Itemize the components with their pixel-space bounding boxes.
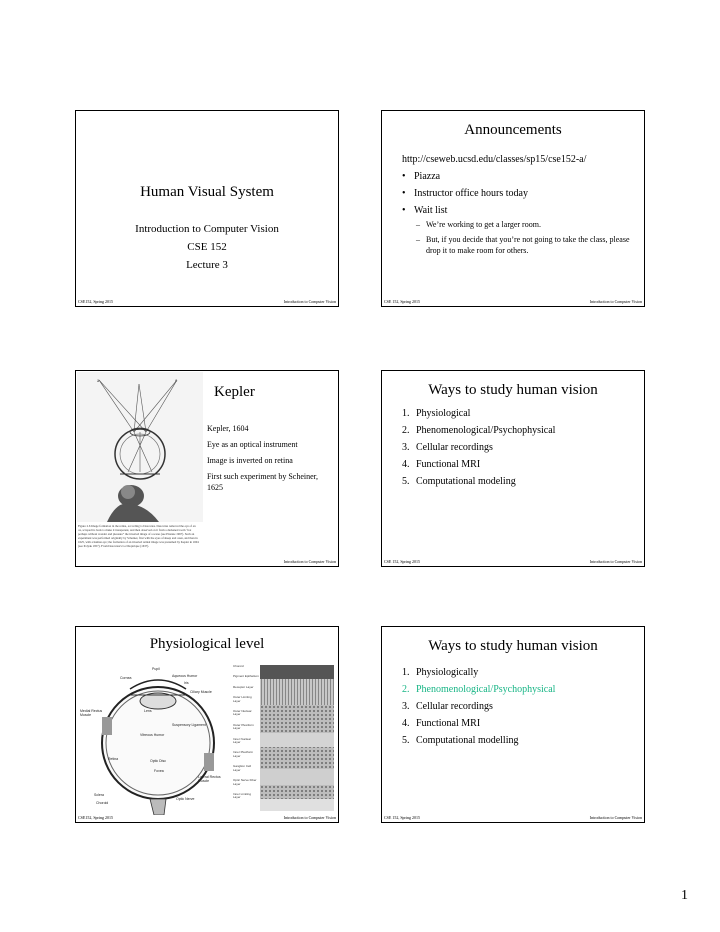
eye-anatomy-labels: [80, 665, 230, 815]
kepler-figure-caption: Figure 2.6 Image formation in the retina, according to Descartes. Descartes removed the eye of an ox, scraped its back to make it transparent, and then observed on it from a darkened room “not perhaps without wonder and pleasure” the inverted image of a scene (see Pirenne 1967). Such an experiment was performed originally by Scheiner, first with the eyes of sheep and oxen, and then in 1625, with a human eye; the formation of an inverted retinal image was presumed by Kepler in 1604 (see Polyak 1957). From Descartes's La Dioptrique (1637).: [78, 524, 199, 548]
footer-course: CSE152, Spring 2015: [78, 815, 114, 820]
slide-ways-1: [381, 370, 645, 567]
course-code: CSE 152: [187, 241, 227, 253]
eye-label: Retina: [108, 757, 119, 761]
retina-label: Outer Plexiform Layer: [233, 722, 254, 731]
eye-label: Pupil: [152, 667, 160, 671]
list-item: 2. Phenomenological/Psychophysical: [402, 425, 556, 436]
ways-title: Ways to study human vision: [428, 638, 598, 654]
eye-label: Lateral Rectus Muscle: [198, 775, 221, 783]
list-item: 5. Computational modelling: [402, 735, 519, 746]
footer-title: Introduction to Computer Vision: [283, 299, 336, 304]
eye-label: Medial Rectus Muscle: [80, 709, 103, 717]
list-item-highlighted: 2. Phenomenological/Psychophysical: [402, 684, 556, 695]
note-text: First such experiment by Scheiner, 1625: [207, 472, 318, 492]
slide-kepler: [75, 370, 339, 567]
list-item: 5. Computational modeling: [402, 476, 516, 487]
list-item: • Piazza: [402, 171, 441, 182]
note-text: Image is inverted on retina: [207, 456, 293, 465]
retina-label: Receptor Layer: [233, 684, 254, 689]
eye-label: Aqueous Humor: [172, 674, 198, 678]
slide-announcements: [381, 110, 645, 307]
list-item: • Instructor office hours today: [402, 188, 528, 199]
footer-title: Introduction to Computer Vision: [283, 559, 336, 564]
eye-label: Lens: [144, 709, 152, 713]
retina-label: Inner Nuclear Layer: [233, 736, 252, 745]
ways-list: [402, 405, 634, 490]
lecture-number: Lecture 3: [186, 259, 228, 271]
slide-ways-2: [381, 626, 645, 823]
eye-label: Choroid: [96, 801, 109, 805]
sub-item: – But, if you decide that you’re not going to take the class, please drop it to make room for others.: [416, 235, 630, 255]
slide-title: [75, 110, 339, 307]
footer-title: Introduction to Computer Vision: [589, 815, 642, 820]
kepler-notes: [207, 423, 327, 498]
retina-label: Inner Plexiform Layer: [233, 750, 254, 758]
footer-title: Introduction to Computer Vision: [283, 815, 336, 820]
eye-label: Cornea: [120, 676, 132, 680]
svg-text:c: c: [175, 379, 178, 384]
page-number: 1: [681, 888, 688, 903]
list-item: 1. Physiologically: [402, 667, 479, 678]
eye-label: Optic Nerve: [176, 797, 195, 801]
footer-course: CSE 152, Spring 2015: [384, 299, 421, 304]
retina-micrograph: [260, 665, 334, 811]
retina-label: Inner Limiting Layer: [233, 791, 252, 800]
note-text: Kepler, 1604: [207, 424, 249, 433]
url-line[interactable]: http://cseweb.ucsd.edu/classes/sp15/cse152-a/: [402, 154, 587, 165]
slide-title-heading: Human Visual System: [140, 184, 274, 200]
sub-item: – We’re working to get a larger room.: [416, 220, 541, 229]
list-item: 3. Cellular recordings: [402, 701, 493, 712]
announcements-list: [402, 151, 634, 256]
announcements-title: Announcements: [464, 122, 562, 138]
slide-physiological: [75, 626, 339, 823]
eye-label: Sclera: [94, 793, 104, 797]
retina-label: Choroid: [233, 664, 244, 668]
footer-course: CSE152, Spring 2015: [78, 299, 114, 304]
kepler-eye-diagram: [77, 372, 203, 522]
eye-label: Iris: [184, 681, 189, 685]
retina-layer-labels: [233, 665, 259, 811]
eye-label: Optic Disc: [150, 759, 166, 763]
list-item: 4. Functional MRI: [402, 459, 481, 470]
ways-title: Ways to study human vision: [428, 382, 598, 398]
note-text: Eye as an optical instrument: [207, 440, 298, 449]
retina-label: Outer Limiting Layer: [233, 695, 252, 703]
retina-label: Optic Nerve Fiber Layer: [233, 778, 257, 786]
retina-label: Ganglion Cell Layer: [233, 764, 252, 772]
subtitle-line: Introduction to Computer Vision: [135, 223, 279, 235]
list-item: • Wait list: [402, 205, 448, 216]
kepler-title: Kepler: [214, 384, 255, 400]
retina-label: Outer Nuclear Layer: [233, 709, 252, 717]
list-item: 4. Functional MRI: [402, 718, 481, 729]
svg-text:a: a: [97, 379, 100, 384]
eye-label: Ciliary Muscle: [190, 690, 212, 694]
footer-title: Introduction to Computer Vision: [589, 559, 642, 564]
footer-title: Introduction to Computer Vision: [589, 299, 642, 304]
eye-label: Vitreous Humor: [140, 733, 165, 737]
list-item: 3. Cellular recordings: [402, 442, 493, 453]
footer-course: CSE 152, Spring 2015: [384, 815, 421, 820]
footer-course: CSE 152, Spring 2015: [384, 559, 421, 564]
list-item: 1. Physiological: [402, 408, 471, 419]
physiological-title: Physiological level: [149, 636, 265, 652]
eye-label: Fovea: [154, 769, 164, 773]
ways-list: [402, 664, 634, 749]
eye-label: Suspensory Ligament: [172, 723, 206, 727]
retina-label: Pigment Epithelium: [233, 674, 259, 679]
